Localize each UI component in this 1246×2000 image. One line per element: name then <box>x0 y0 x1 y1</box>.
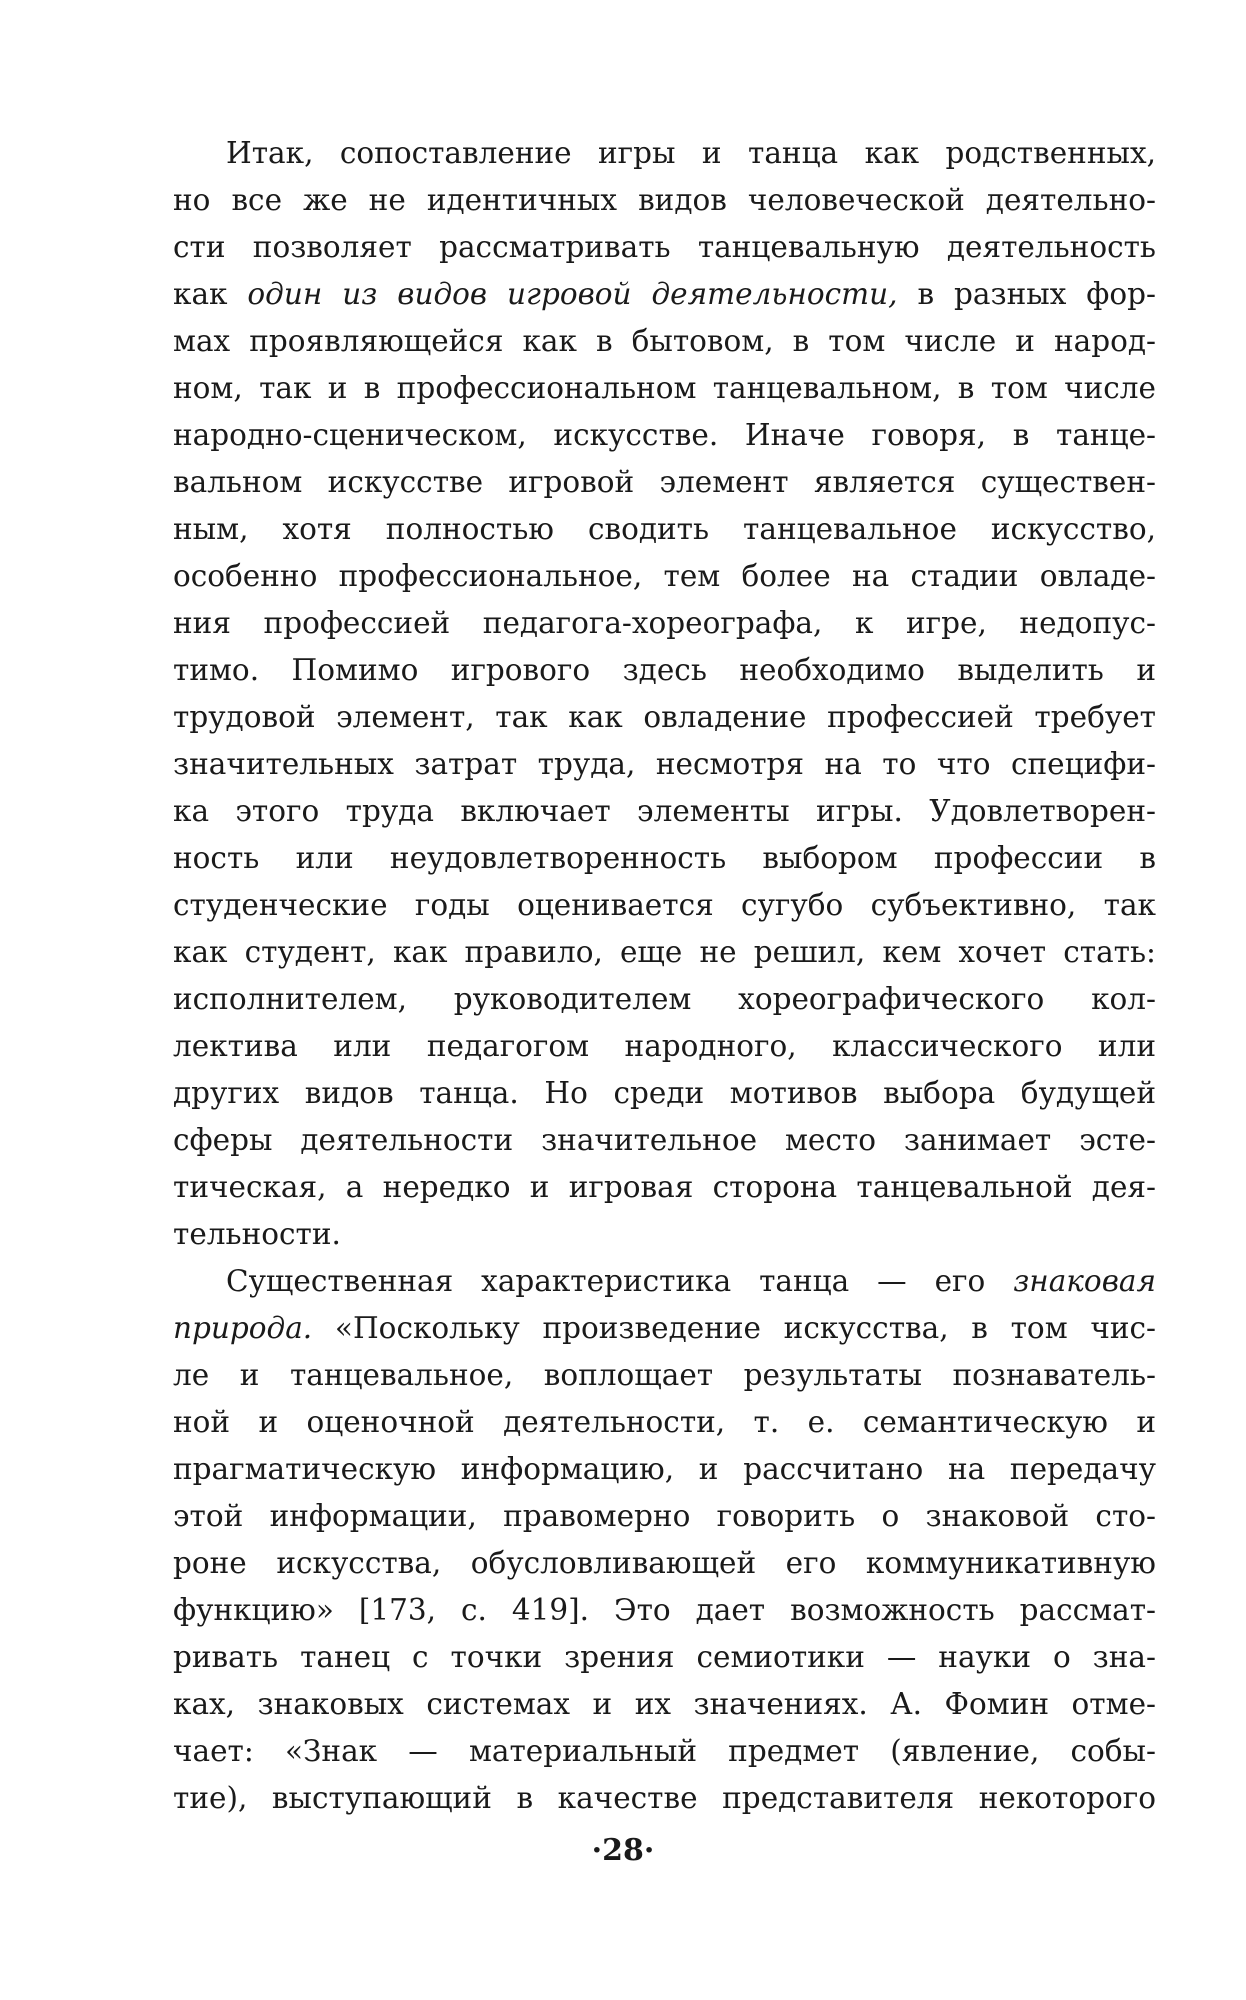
text-line: народно-сценическом, искусстве. Иначе говоря, в танце- <box>173 418 1156 452</box>
text-line: прагматическую информацию, и рассчитано на передачу <box>173 1452 1156 1486</box>
text-line: исполнителем, руководителем хореографического кол- <box>173 982 1156 1016</box>
page-number: ·28· <box>591 1833 655 1868</box>
text-line: ка этого труда включает элементы игры. Удовлетворен- <box>173 794 1156 828</box>
text-line: ной и оценочной деятельности, т. е. семантическую и <box>173 1405 1156 1439</box>
text-line: студенческие годы оценивается сугубо субъективно, так <box>173 888 1156 922</box>
text-line: других видов танца. Но среди мотивов выбора будущей <box>173 1076 1156 1110</box>
text-line: сферы деятельности значительное место занимает эсте- <box>173 1123 1156 1157</box>
text-line: лектива или педагогом народного, классического или <box>173 1029 1156 1063</box>
text-line: ность или неудовлетворенность выбором профессии в <box>173 841 1156 875</box>
text-run: «Поскольку произведение искусства, в том чис- <box>334 1311 1156 1345</box>
italic-phrase: знаковая <box>1013 1264 1156 1298</box>
text-line: но все же не идентичных видов человеческой деятельно- <box>173 183 1156 217</box>
text-line: тельности. <box>173 1217 341 1251</box>
text-line: трудовой элемент, так как овладение профессией требует <box>173 700 1156 734</box>
body-text <box>173 130 1156 1822</box>
text-line: особенно профессиональное, тем более на стадии овладе- <box>173 559 1156 593</box>
text-line: функцию» [173, с. 419]. Это дает возможность рассмат- <box>173 1593 1156 1627</box>
text-line <box>173 1305 1156 1352</box>
text-line: ле и танцевальное, воплощает результаты познаватель- <box>173 1358 1156 1392</box>
paragraph <box>173 130 1156 1258</box>
text-line: тимо. Помимо игрового здесь необходимо выделить и <box>173 653 1156 687</box>
text-line: ривать танец с точки зрения семиотики — науки о зна- <box>173 1640 1156 1674</box>
text-line: тие), выступающий в качестве представителя некоторого <box>173 1781 1156 1815</box>
text-line: чает: «Знак — материальный предмет (явление, собы- <box>173 1734 1156 1768</box>
text-line: мах проявляющейся как в бытовом, в том числе и народ- <box>173 324 1156 358</box>
italic-phrase: один из видов игровой деятельности, <box>247 277 898 311</box>
text-line: тическая, а нередко и игровая сторона танцевальной дея- <box>173 1170 1156 1204</box>
text-line: вальном искусстве игровой элемент является существен- <box>173 465 1156 499</box>
text-line: Итак, сопоставление игры и танца как родственных, <box>226 136 1156 170</box>
text-line: ках, знаковых системах и их значениях. А. Фомин отме- <box>173 1687 1156 1721</box>
text-run: Существенная характеристика танца — его <box>226 1264 986 1298</box>
text-line: ния профессией педагога-хореографа, к игре, недопус- <box>173 606 1156 640</box>
text-line: роне искусства, обусловливающей его коммуникативную <box>173 1546 1156 1580</box>
italic-phrase: природа. <box>173 1311 313 1345</box>
text-line: сти позволяет рассматривать танцевальную деятельность <box>173 230 1156 264</box>
text-line <box>173 1258 1156 1305</box>
text-run: в разных фор- <box>917 277 1156 311</box>
text-line <box>173 271 1156 318</box>
text-line: как студент, как правило, еще не решил, кем хочет стать: <box>173 935 1156 969</box>
text-line: ном, так и в профессиональном танцевальном, в том числе <box>173 371 1156 405</box>
text-line: этой информации, правомерно говорить о знаковой сто- <box>173 1499 1156 1533</box>
text-line: значительных затрат труда, несмотря на то что специфи- <box>173 747 1156 781</box>
text-run: как <box>173 277 228 311</box>
paragraph <box>173 1258 1156 1822</box>
text-line: ным, хотя полностью сводить танцевальное искусство, <box>173 512 1156 546</box>
